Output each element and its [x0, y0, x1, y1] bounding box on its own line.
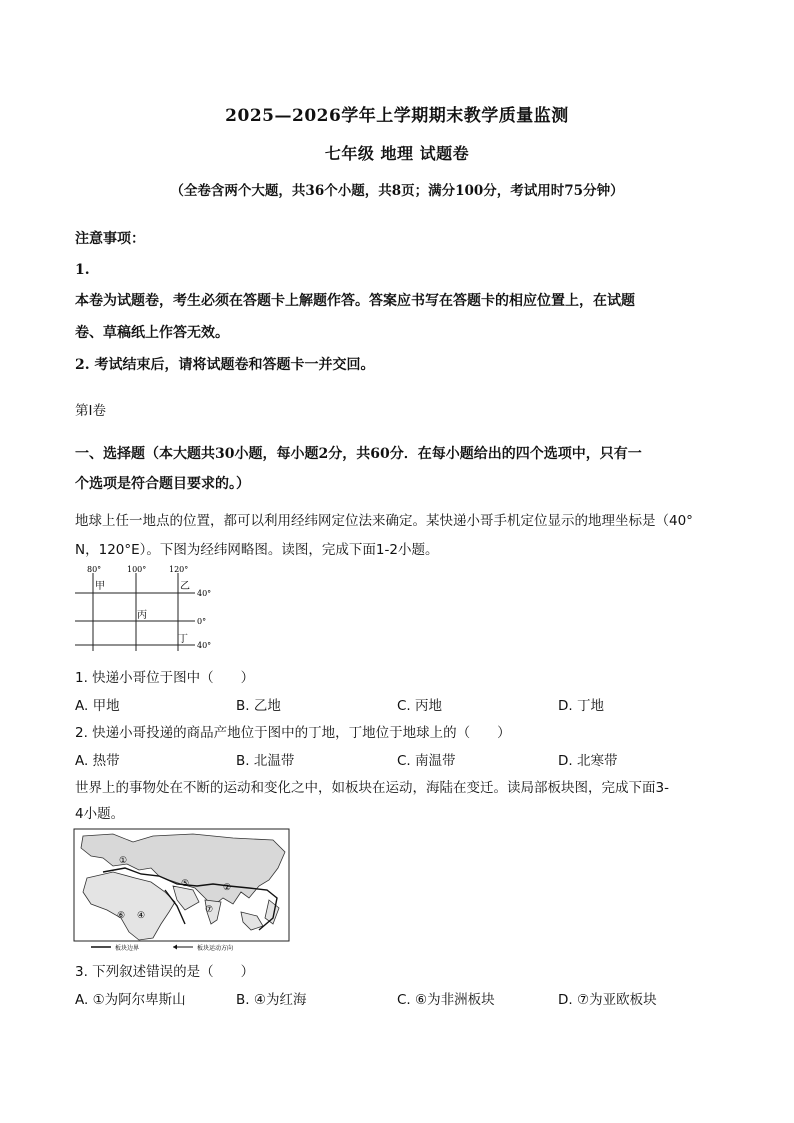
exam-title: 2025—2026学年上学期期末教学质量监测 [225, 106, 569, 126]
lat-label-0: 0° [197, 617, 207, 626]
note-1-line2: 卷、草稿纸上作答无效。 [75, 325, 229, 341]
point-ding: 丁 [178, 634, 188, 645]
intro-1-line2: N，120°E）。下图为经纬网略图。读图，完成下面1-2小题。 [75, 542, 439, 558]
note-1-line1: 本卷为试题卷，考生必须在答题卡上解题作答。答案应书写在答题卡的相应位置上，在试题 [75, 293, 635, 309]
point-jia: 甲 [95, 581, 105, 592]
q1-option-b: B. 乙地 [236, 698, 281, 714]
section-1-line2: 个选项是符合题目要求的。） [75, 476, 250, 492]
legend-arrow-icon [173, 945, 177, 950]
q1-option-a: A. 甲地 [75, 698, 120, 714]
marker-6: ⑥ [117, 911, 126, 921]
note-1-number: 1. [75, 262, 90, 278]
q2-option-d: D. 北寒带 [558, 753, 618, 769]
point-yi: 乙 [180, 581, 190, 592]
q3-option-a: A. ①为阿尔卑斯山 [75, 992, 186, 1008]
notes-heading: 注意事项： [75, 231, 145, 247]
q2-option-b: B. 北温带 [236, 753, 295, 769]
plate-boundary-map [73, 828, 291, 953]
lon-label-80: 80° [87, 565, 102, 574]
note-2: 2. 考试结束后，请将试题卷和答题卡一并交回。 [75, 357, 375, 373]
lon-label-100: 100° [127, 565, 147, 574]
q1-stem: 1. 快递小哥位于图中（ ） [75, 670, 255, 686]
q3-option-d: D. ⑦为亚欧板块 [558, 992, 657, 1008]
exam-subtitle: 七年级 地理 试题卷 [324, 144, 470, 163]
marker-5: ⑤ [181, 879, 190, 889]
lon-label-120: 120° [169, 565, 189, 574]
point-bing: 丙 [137, 610, 147, 621]
q1-option-c: C. 丙地 [397, 698, 443, 714]
part-label: 第Ⅰ卷 [75, 403, 106, 419]
q3-option-b: B. ④为红海 [236, 992, 307, 1008]
intro-2-line1: 世界上的事物处在不断的运动和变化之中，如板块在运动，海陆在变迁。读局部板块图，完成下面3- [75, 780, 669, 796]
exam-info: （全卷含两个大题，共36个小题，共8页；满分100分，考试用时75分钟） [170, 183, 624, 199]
intro-2-line2: 4小题。 [75, 806, 125, 822]
legend-boundary-label: 板块边界 [115, 945, 140, 952]
marker-2: ② [223, 883, 232, 893]
q1-option-d: D. 丁地 [558, 698, 604, 714]
q2-stem: 2. 快递小哥投递的商品产地位于图中的丁地，丁地位于地球上的（ ） [75, 725, 511, 741]
q2-option-a: A. 热带 [75, 753, 120, 769]
marker-7: ⑦ [205, 905, 214, 915]
q3-option-c: C. ⑥为非洲板块 [397, 992, 495, 1008]
q3-stem: 3. 下列叙述错误的是（ ） [75, 964, 255, 980]
section-1-line1: 一、选择题（本大题共30小题，每小题2分，共60分．在每小题给出的四个选项中，只有一 [75, 446, 642, 462]
marker-1: ① [119, 856, 128, 866]
legend-direction-label: 板块运动方向 [197, 945, 234, 952]
lat-label-40n: 40° [197, 589, 212, 598]
q2-option-c: C. 南温带 [397, 753, 456, 769]
lat-long-grid-map [73, 563, 223, 657]
intro-1-line1: 地球上任一地点的位置，都可以利用经纬网定位法来确定。某快递小哥手机定位显示的地理坐标是（40° [75, 513, 693, 529]
marker-4: ④ [137, 911, 146, 921]
lat-label-40s: 40° [197, 641, 212, 650]
